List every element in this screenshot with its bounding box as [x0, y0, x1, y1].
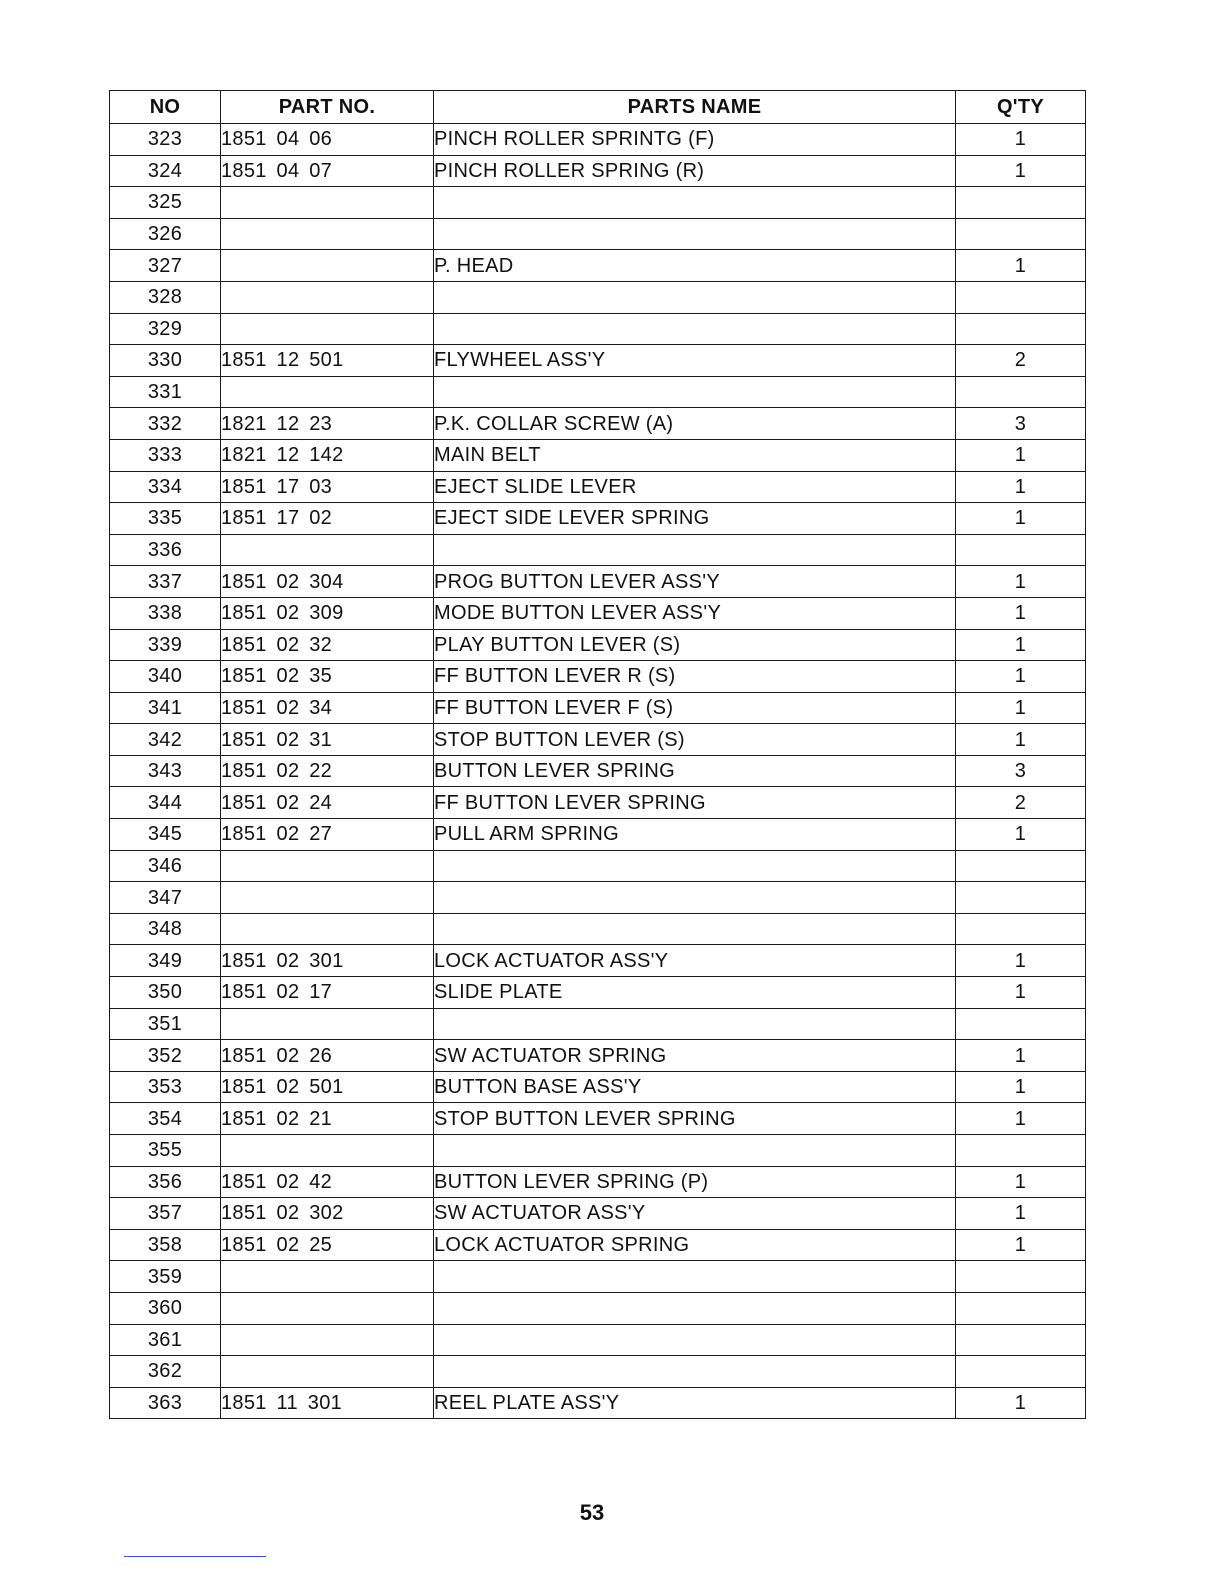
cell-no: 361 [110, 1324, 221, 1356]
cell-qty: 1 [956, 439, 1086, 471]
cell-qty: 1 [956, 155, 1086, 187]
table-row [110, 1261, 1086, 1293]
cell-no: 337 [110, 566, 221, 598]
cell-parts-name: SW ACTUATOR SPRING [434, 1040, 956, 1072]
cell-qty [956, 313, 1086, 345]
table-row [110, 471, 1086, 503]
table-row [110, 187, 1086, 219]
cell-parts-name: SLIDE PLATE [434, 977, 956, 1009]
cell-parts-name [434, 1324, 956, 1356]
cell-parts-name [434, 882, 956, 914]
cell-part-no: 1851 02 302 [221, 1198, 434, 1230]
cell-no: 350 [110, 977, 221, 1009]
cell-part-no: 1851 02 309 [221, 597, 434, 629]
cell-qty: 1 [956, 945, 1086, 977]
cell-parts-name: PULL ARM SPRING [434, 819, 956, 851]
table-row [110, 345, 1086, 377]
table-row [110, 376, 1086, 408]
cell-part-no [221, 1008, 434, 1040]
cell-no: 324 [110, 155, 221, 187]
cell-qty: 1 [956, 819, 1086, 851]
cell-no: 360 [110, 1292, 221, 1324]
table-row [110, 439, 1086, 471]
cell-part-no: 1851 02 25 [221, 1229, 434, 1261]
table-row [110, 724, 1086, 756]
cell-parts-name [434, 218, 956, 250]
table-row [110, 155, 1086, 187]
cell-parts-name: BUTTON BASE ASS'Y [434, 1071, 956, 1103]
cell-parts-name: PROG BUTTON LEVER ASS'Y [434, 566, 956, 598]
cell-part-no: 1851 02 35 [221, 661, 434, 693]
cell-parts-name: P. HEAD [434, 250, 956, 282]
cell-no: 355 [110, 1135, 221, 1167]
cell-part-no: 1851 02 42 [221, 1166, 434, 1198]
table-row [110, 1198, 1086, 1230]
cell-no: 334 [110, 471, 221, 503]
cell-part-no: 1851 17 03 [221, 471, 434, 503]
cell-qty [956, 218, 1086, 250]
bottom-rule-line [124, 1556, 266, 1557]
cell-parts-name: P.K. COLLAR SCREW (A) [434, 408, 956, 440]
cell-parts-name [434, 1261, 956, 1293]
cell-part-no: 1851 02 34 [221, 692, 434, 724]
table-row [110, 1166, 1086, 1198]
cell-no: 348 [110, 913, 221, 945]
table-row [110, 1008, 1086, 1040]
cell-parts-name: FF BUTTON LEVER SPRING [434, 787, 956, 819]
cell-no: 328 [110, 281, 221, 313]
cell-part-no: 1851 12 501 [221, 345, 434, 377]
cell-part-no [221, 1292, 434, 1324]
cell-part-no: 1851 11 301 [221, 1387, 434, 1419]
cell-no: 343 [110, 755, 221, 787]
table-row [110, 1040, 1086, 1072]
cell-no: 363 [110, 1387, 221, 1419]
cell-qty: 1 [956, 977, 1086, 1009]
cell-no: 351 [110, 1008, 221, 1040]
table-row [110, 913, 1086, 945]
table-row [110, 661, 1086, 693]
table-row [110, 597, 1086, 629]
cell-parts-name [434, 850, 956, 882]
table-row [110, 313, 1086, 345]
cell-parts-name: REEL PLATE ASS'Y [434, 1387, 956, 1419]
cell-qty [956, 1261, 1086, 1293]
cell-no: 325 [110, 187, 221, 219]
cell-qty [956, 850, 1086, 882]
table-row [110, 755, 1086, 787]
cell-no: 327 [110, 250, 221, 282]
cell-no: 332 [110, 408, 221, 440]
cell-qty: 2 [956, 787, 1086, 819]
table-row [110, 977, 1086, 1009]
cell-parts-name: LOCK ACTUATOR ASS'Y [434, 945, 956, 977]
cell-part-no: 1821 12 142 [221, 439, 434, 471]
cell-no: 345 [110, 819, 221, 851]
cell-qty [956, 1324, 1086, 1356]
cell-no: 359 [110, 1261, 221, 1293]
cell-parts-name: FLYWHEEL ASS'Y [434, 345, 956, 377]
cell-qty: 1 [956, 692, 1086, 724]
cell-part-no [221, 1261, 434, 1293]
header-qty: Q'TY [956, 91, 1086, 124]
cell-part-no [221, 913, 434, 945]
table-row [110, 629, 1086, 661]
cell-no: 333 [110, 439, 221, 471]
cell-qty: 3 [956, 755, 1086, 787]
cell-part-no: 1851 02 32 [221, 629, 434, 661]
table-row [110, 124, 1086, 156]
cell-parts-name: EJECT SLIDE LEVER [434, 471, 956, 503]
table-row [110, 1324, 1086, 1356]
cell-no: 336 [110, 534, 221, 566]
cell-qty: 3 [956, 408, 1086, 440]
cell-no: 335 [110, 503, 221, 535]
cell-parts-name [434, 187, 956, 219]
cell-part-no [221, 1356, 434, 1388]
cell-part-no [221, 376, 434, 408]
table-row [110, 1356, 1086, 1388]
cell-parts-name: STOP BUTTON LEVER (S) [434, 724, 956, 756]
table-row [110, 1071, 1086, 1103]
cell-part-no: 1851 02 27 [221, 819, 434, 851]
cell-qty [956, 376, 1086, 408]
cell-no: 346 [110, 850, 221, 882]
cell-parts-name: FF BUTTON LEVER R (S) [434, 661, 956, 693]
cell-parts-name: PLAY BUTTON LEVER (S) [434, 629, 956, 661]
table-row [110, 1292, 1086, 1324]
table-header-row [110, 91, 1086, 124]
table-row [110, 250, 1086, 282]
cell-no: 349 [110, 945, 221, 977]
table-row [110, 1103, 1086, 1135]
table-body [110, 124, 1086, 1419]
cell-qty [956, 882, 1086, 914]
cell-qty: 1 [956, 471, 1086, 503]
cell-qty: 1 [956, 503, 1086, 535]
cell-parts-name: FF BUTTON LEVER F (S) [434, 692, 956, 724]
cell-parts-name [434, 313, 956, 345]
cell-parts-name [434, 534, 956, 566]
cell-no: 344 [110, 787, 221, 819]
table-row [110, 1387, 1086, 1419]
cell-parts-name: MAIN BELT [434, 439, 956, 471]
cell-part-no [221, 850, 434, 882]
page-number: 53 [579, 1500, 605, 1525]
cell-part-no [221, 281, 434, 313]
cell-parts-name [434, 1356, 956, 1388]
cell-part-no: 1851 02 501 [221, 1071, 434, 1103]
cell-part-no [221, 534, 434, 566]
table-row [110, 945, 1086, 977]
cell-no: 341 [110, 692, 221, 724]
cell-no: 326 [110, 218, 221, 250]
cell-qty [956, 1135, 1086, 1167]
cell-qty: 1 [956, 124, 1086, 156]
table-row [110, 566, 1086, 598]
header-parts-name: PARTS NAME [434, 91, 956, 124]
cell-qty: 2 [956, 345, 1086, 377]
cell-no: 340 [110, 661, 221, 693]
cell-parts-name [434, 913, 956, 945]
cell-parts-name: BUTTON LEVER SPRING [434, 755, 956, 787]
cell-qty: 1 [956, 1229, 1086, 1261]
cell-part-no [221, 1324, 434, 1356]
cell-part-no [221, 882, 434, 914]
cell-parts-name [434, 1008, 956, 1040]
cell-no: 347 [110, 882, 221, 914]
cell-part-no: 1851 17 02 [221, 503, 434, 535]
cell-qty: 1 [956, 250, 1086, 282]
header-no: NO [110, 91, 221, 124]
cell-qty: 1 [956, 1387, 1086, 1419]
table-row [110, 218, 1086, 250]
cell-part-no: 1851 02 26 [221, 1040, 434, 1072]
cell-part-no [221, 250, 434, 282]
cell-no: 362 [110, 1356, 221, 1388]
cell-qty: 1 [956, 1103, 1086, 1135]
cell-qty [956, 1356, 1086, 1388]
cell-parts-name: EJECT SIDE LEVER SPRING [434, 503, 956, 535]
cell-qty: 1 [956, 724, 1086, 756]
table-row [110, 281, 1086, 313]
cell-parts-name: SW ACTUATOR ASS'Y [434, 1198, 956, 1230]
cell-parts-name: STOP BUTTON LEVER SPRING [434, 1103, 956, 1135]
cell-qty [956, 1008, 1086, 1040]
cell-no: 356 [110, 1166, 221, 1198]
table-row [110, 692, 1086, 724]
header-part-no: PART NO. [221, 91, 434, 124]
cell-part-no [221, 218, 434, 250]
cell-part-no [221, 1135, 434, 1167]
cell-parts-name [434, 281, 956, 313]
cell-part-no [221, 187, 434, 219]
table-row [110, 882, 1086, 914]
cell-no: 330 [110, 345, 221, 377]
cell-no: 331 [110, 376, 221, 408]
cell-qty: 1 [956, 1166, 1086, 1198]
cell-no: 342 [110, 724, 221, 756]
cell-parts-name: PINCH ROLLER SPRINTG (F) [434, 124, 956, 156]
cell-part-no: 1821 12 23 [221, 408, 434, 440]
cell-parts-name: MODE BUTTON LEVER ASS'Y [434, 597, 956, 629]
cell-parts-name: LOCK ACTUATOR SPRING [434, 1229, 956, 1261]
cell-parts-name: PINCH ROLLER SPRING (R) [434, 155, 956, 187]
cell-no: 329 [110, 313, 221, 345]
cell-qty: 1 [956, 661, 1086, 693]
table-row [110, 534, 1086, 566]
cell-part-no: 1851 02 22 [221, 755, 434, 787]
cell-part-no: 1851 02 21 [221, 1103, 434, 1135]
cell-no: 354 [110, 1103, 221, 1135]
table-row [110, 850, 1086, 882]
cell-part-no: 1851 02 301 [221, 945, 434, 977]
table-row [110, 408, 1086, 440]
cell-part-no: 1851 02 17 [221, 977, 434, 1009]
cell-part-no [221, 313, 434, 345]
cell-no: 357 [110, 1198, 221, 1230]
cell-qty [956, 534, 1086, 566]
cell-parts-name: BUTTON LEVER SPRING (P) [434, 1166, 956, 1198]
cell-parts-name [434, 376, 956, 408]
cell-no: 352 [110, 1040, 221, 1072]
cell-qty: 1 [956, 566, 1086, 598]
table-row [110, 1229, 1086, 1261]
cell-parts-name [434, 1135, 956, 1167]
table-row [110, 787, 1086, 819]
cell-no: 323 [110, 124, 221, 156]
cell-part-no: 1851 04 06 [221, 124, 434, 156]
table-row [110, 1135, 1086, 1167]
cell-qty: 1 [956, 597, 1086, 629]
cell-qty: 1 [956, 1040, 1086, 1072]
cell-qty: 1 [956, 1071, 1086, 1103]
cell-qty [956, 281, 1086, 313]
cell-qty: 1 [956, 1198, 1086, 1230]
table-row [110, 503, 1086, 535]
cell-part-no: 1851 02 304 [221, 566, 434, 598]
cell-no: 358 [110, 1229, 221, 1261]
cell-parts-name [434, 1292, 956, 1324]
table-row [110, 819, 1086, 851]
cell-qty [956, 1292, 1086, 1324]
cell-no: 353 [110, 1071, 221, 1103]
parts-table [109, 90, 1086, 1419]
cell-no: 339 [110, 629, 221, 661]
cell-qty: 1 [956, 629, 1086, 661]
cell-part-no: 1851 02 31 [221, 724, 434, 756]
cell-qty [956, 187, 1086, 219]
cell-part-no: 1851 02 24 [221, 787, 434, 819]
cell-part-no: 1851 04 07 [221, 155, 434, 187]
cell-no: 338 [110, 597, 221, 629]
cell-qty [956, 913, 1086, 945]
